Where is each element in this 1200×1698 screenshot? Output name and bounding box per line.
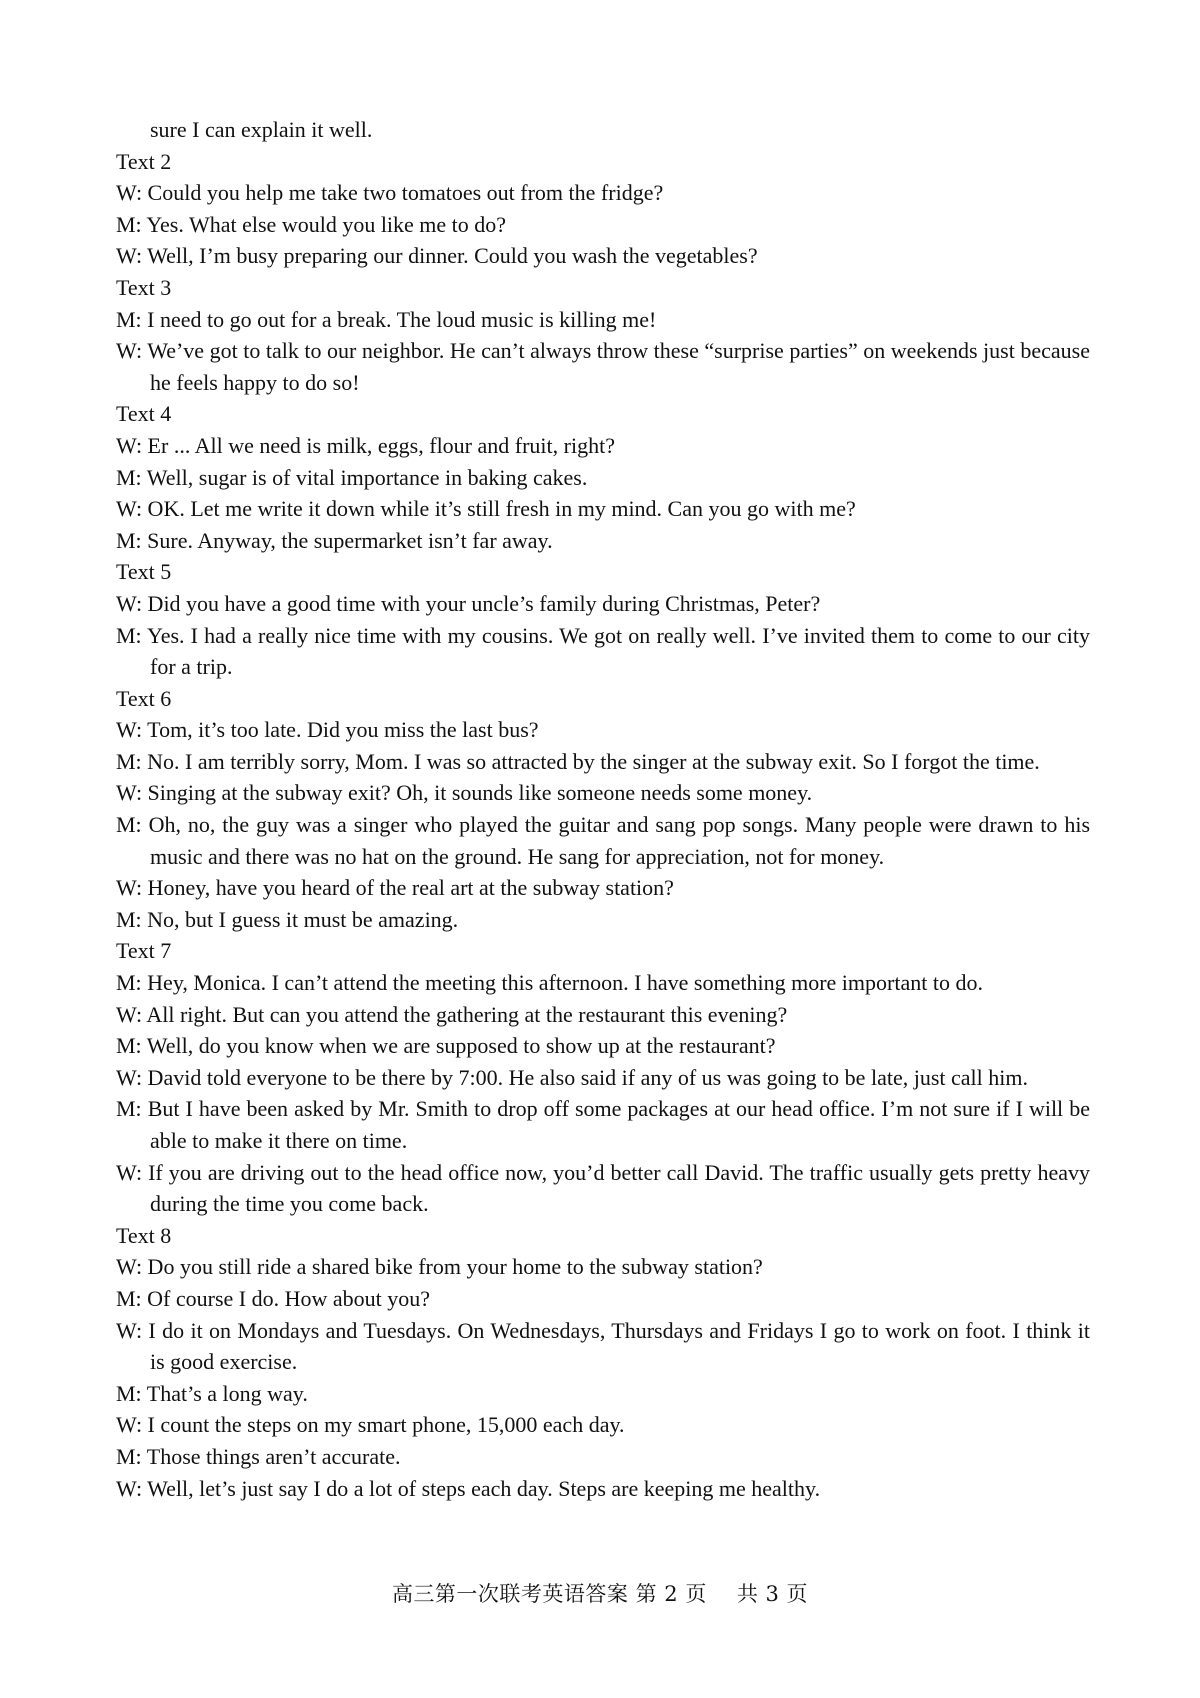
dialogue-line: W: Could you help me take two tomatoes out from the fridge?	[116, 180, 664, 206]
dialogue-line: M: Yes. I had a really nice time with my cousins. We got on really well. I’ve invited them to come to our city for a trip.	[116, 622, 1090, 680]
dialogue-line: M: Well, sugar is of vital importance in baking cakes.	[116, 464, 588, 490]
dialogue-line: W: David told everyone to be there by 7:00. He also said if any of us was going to be late, just call him.	[116, 1064, 1028, 1090]
footer-page-label: 高三第一次联考英语答案 第 2 页	[391, 1582, 707, 1606]
listening-transcript	[116, 114, 1090, 1504]
dialogue-line: M: I need to go out for a break. The loud music is killing me!	[116, 306, 657, 332]
dialogue-line: W: Well, let’s just say I do a lot of steps each day. Steps are keeping me healthy.	[116, 1475, 821, 1501]
section-heading: Text 3	[116, 274, 172, 300]
section-heading: Text 2	[116, 148, 172, 174]
dialogue-line: M: Sure. Anyway, the supermarket isn’t far away.	[116, 527, 553, 553]
dialogue-line: M: Those things aren’t accurate.	[116, 1443, 401, 1469]
dialogue-line: W: Tom, it’s too late. Did you miss the last bus?	[116, 717, 539, 743]
dialogue-line: W: All right. But can you attend the gathering at the restaurant this evening?	[116, 1001, 788, 1027]
dialogue-line: M: No. I am terribly sorry, Mom. I was so attracted by the singer at the subway exit. So I forgot the time.	[116, 748, 1040, 774]
page-footer	[0, 1578, 1200, 1608]
dialogue-line: M: Well, do you know when we are supposed to show up at the restaurant?	[116, 1033, 776, 1059]
dialogue-line: W: We’ve got to talk to our neighbor. He can’t always throw these “surprise parties” on weekends just because he feels happy to do so!	[116, 338, 1090, 395]
section-heading: Text 8	[116, 1222, 172, 1248]
dialogue-line: W: Singing at the subway exit? Oh, it sounds like someone needs some money.	[116, 780, 813, 806]
dialogue-line: W: Er ... All we need is milk, eggs, flour and fruit, right?	[116, 432, 615, 458]
section-heading: Text 6	[116, 685, 172, 711]
dialogue-line: W: I count the steps on my smart phone, 15,000 each day.	[116, 1412, 625, 1438]
dialogue-line: M: Oh, no, the guy was a singer who played the guitar and sang pop songs. Many people were drawn to his music and there was no hat on the ground. He sang for appreciation, not for money.	[116, 812, 1090, 869]
dialogue-line: W: I do it on Mondays and Tuesdays. On Wednesdays, Thursdays and Fridays I go to work on foot. I think it is good exercise.	[116, 1317, 1090, 1375]
continuation-line: sure I can explain it well.	[150, 117, 373, 142]
dialogue-line: M: Yes. What else would you like me to do?	[116, 211, 507, 237]
section-heading: Text 7	[116, 938, 172, 964]
section-heading: Text 5	[116, 559, 172, 585]
dialogue-line: W: Honey, have you heard of the real art at the subway station?	[116, 875, 674, 901]
dialogue-line: W: OK. Let me write it down while it’s still fresh in my mind. Can you go with me?	[116, 496, 856, 522]
dialogue-line: W: Did you have a good time with your uncle’s family during Christmas, Peter?	[116, 590, 821, 616]
dialogue-line: W: Do you still ride a shared bike from your home to the subway station?	[116, 1254, 763, 1280]
dialogue-line: W: Well, I’m busy preparing our dinner. Could you wash the vegetables?	[116, 243, 758, 269]
footer-total-pages: 共 3 页	[736, 1582, 809, 1606]
dialogue-line: M: No, but I guess it must be amazing.	[116, 906, 459, 932]
dialogue-line: M: That’s a long way.	[116, 1380, 308, 1406]
dialogue-line: M: But I have been asked by Mr. Smith to drop off some packages at our head office. I’m not sure if I will be able to make it there on time.	[116, 1096, 1090, 1153]
section-heading: Text 4	[116, 401, 172, 427]
dialogue-line: W: If you are driving out to the head office now, you’d better call David. The traffic usually gets pretty heavy during the time you come back.	[116, 1159, 1090, 1217]
dialogue-line: M: Of course I do. How about you?	[116, 1285, 431, 1311]
dialogue-line: M: Hey, Monica. I can’t attend the meeting this afternoon. I have something more important to do.	[116, 970, 983, 996]
